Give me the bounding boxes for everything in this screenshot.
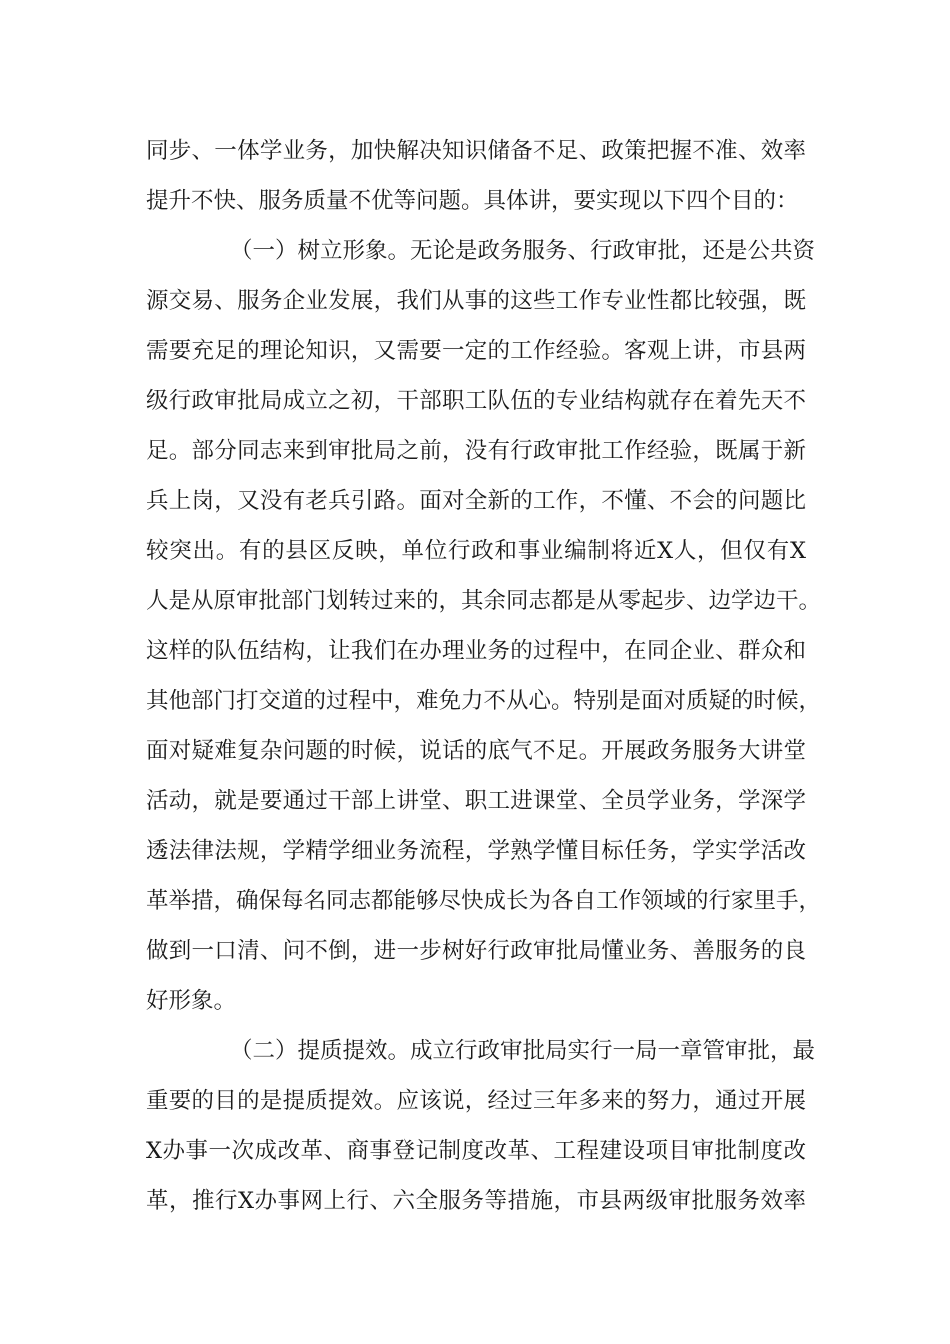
text-line: 活动，就是要通过干部上讲堂、职工进课堂、全员学业务，学深学 (146, 788, 806, 814)
text-line: 源交易、服务企业发展，我们从事的这些工作专业性都比较强，既 (146, 288, 806, 314)
text-line: 需要充足的理论知识，又需要一定的工作经验。客观上讲，市县两 (146, 338, 806, 364)
text-line: 其他部门打交道的过程中，难免力不从心。特别是面对质疑的时候， (146, 688, 822, 714)
text-line: 足。部分同志来到审批局之前，没有行政审批工作经验，既属于新 (146, 438, 806, 464)
text-line: 重要的目的是提质提效。应该说，经过三年多来的努力，通过开展 (146, 1088, 806, 1114)
text-line: 革举措，确保每名同志都能够尽快成长为各自工作领域的行家里手， (146, 888, 822, 914)
section-heading-line: （一）树立形象。无论是政务服务、行政审批，还是公共资 (230, 238, 816, 264)
text-line: 级行政审批局成立之初，干部职工队伍的专业结构就存在着先天不 (146, 388, 806, 414)
text-line: 革，推行X办事网上行、六全服务等措施，市县两级审批服务效率 (146, 1188, 806, 1214)
text-line: 同步、一体学业务，加快解决知识储备不足、政策把握不准、效率 (146, 138, 806, 164)
section-heading-line: （二）提质提效。成立行政审批局实行一局一章管审批，最 (230, 1038, 816, 1064)
text-line: 兵上岗，又没有老兵引路。面对全新的工作，不懂、不会的问题比 (146, 488, 806, 514)
text-line: 提升不快、服务质量不优等问题。具体讲，要实现以下四个目的： (146, 188, 799, 214)
text-line: X办事一次成改革、商事登记制度改革、工程建设项目审批制度改 (146, 1138, 806, 1164)
text-line: 透法律法规，学精学细业务流程，学熟学懂目标任务，学实学活改 (146, 838, 806, 864)
text-line: 较突出。有的县区反映，单位行政和事业编制将近X人，但仅有X (146, 538, 806, 564)
text-line: 好形象。 (146, 988, 237, 1014)
text-line: 这样的队伍结构，让我们在办理业务的过程中，在同企业、群众和 (146, 638, 806, 664)
text-line: 人是从原审批部门划转过来的，其余同志都是从零起步、边学边干。 (146, 588, 822, 614)
text-line: 做到一口清、问不倒，进一步树好行政审批局懂业务、善服务的良 (146, 938, 806, 964)
text-line: 面对疑难复杂问题的时候，说话的底气不足。开展政务服务大讲堂 (146, 738, 806, 764)
